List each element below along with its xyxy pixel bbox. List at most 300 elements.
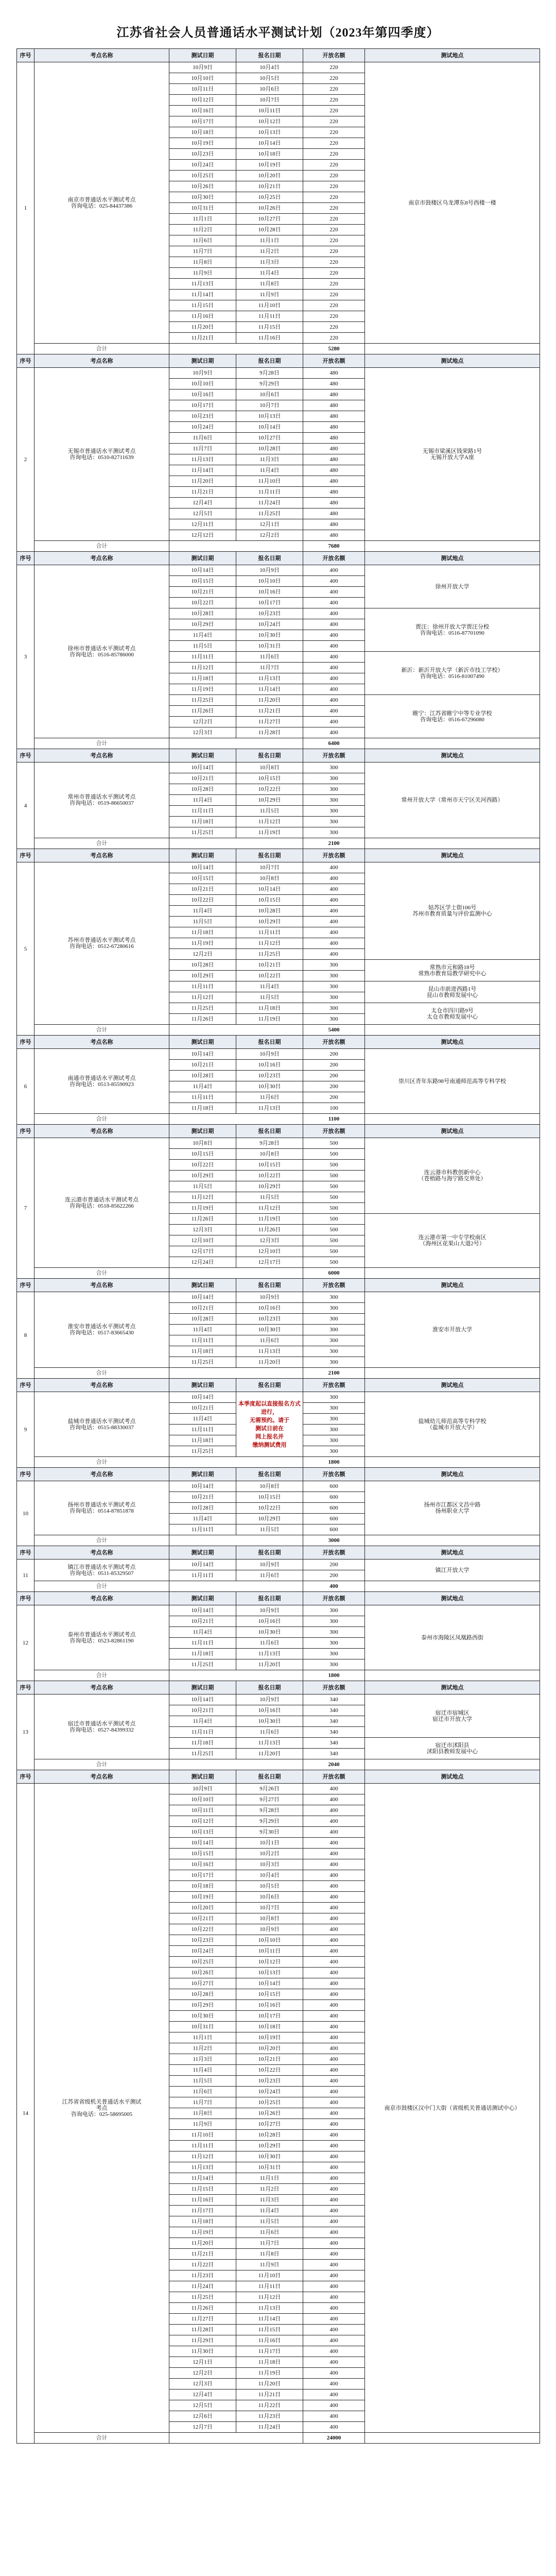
header-signup-date: 报名日期 (236, 1468, 303, 1481)
test-date: 10月24日 (169, 160, 236, 171)
quota: 480 (303, 519, 365, 530)
total-value: 400 (303, 1581, 365, 1592)
signup-date: 10月30日 (236, 1325, 303, 1335)
quota: 600 (303, 1503, 365, 1514)
test-date: 10月10日 (169, 1794, 236, 1805)
total-spacer (169, 1114, 303, 1125)
test-date: 11月12日 (169, 992, 236, 1003)
section-header-row (17, 1681, 540, 1694)
header-test-date: 测试日期 (169, 552, 236, 565)
quota: 220 (303, 246, 365, 257)
test-date: 10月14日 (169, 1694, 236, 1705)
signup-date: 10月23日 (236, 2076, 303, 2087)
quota: 220 (303, 268, 365, 279)
header-test-date: 测试日期 (169, 1592, 236, 1605)
quota: 400 (303, 2335, 365, 2346)
test-date: 10月10日 (169, 73, 236, 84)
test-date: 11月21日 (169, 333, 236, 344)
test-location: 连云港市第一中专学校南区 （海州区花果山大道2号） (365, 1214, 540, 1268)
header-test-date: 测试日期 (169, 849, 236, 862)
section-seq: 12 (17, 1605, 34, 1681)
quota: 400 (303, 652, 365, 663)
quota: 400 (303, 727, 365, 738)
section-seq: 1 (17, 62, 34, 354)
header-quota: 开放名额 (303, 1125, 365, 1138)
header-quota: 开放名额 (303, 1770, 365, 1784)
test-center-name: 南通市普通话水平测试考点 咨询电话：0513-85590923 (34, 1049, 169, 1114)
header-signup-date: 报名日期 (236, 1546, 303, 1560)
signup-date: 10月7日 (236, 1903, 303, 1913)
header-location: 测试地点 (365, 1770, 540, 1784)
quota: 480 (303, 379, 365, 389)
table-row (17, 1049, 540, 1060)
signup-date: 10月23日 (236, 1071, 303, 1081)
test-date: 10月11日 (169, 84, 236, 95)
signup-date: 10月14日 (236, 1978, 303, 1989)
total-spacer-right (365, 1368, 540, 1379)
test-date: 10月28日 (169, 1071, 236, 1081)
signup-date: 11月20日 (236, 1749, 303, 1759)
quota: 400 (303, 2130, 365, 2141)
quota: 400 (303, 1957, 365, 1968)
test-date: 11月26日 (169, 1014, 236, 1025)
signup-date: 10月25日 (236, 2097, 303, 2108)
total-spacer (169, 1457, 303, 1468)
test-date: 12月5日 (169, 509, 236, 519)
quota: 500 (303, 1160, 365, 1171)
test-location: 常州开放大学（常州市天宁区关河西路） (365, 762, 540, 838)
test-date: 10月21日 (169, 1403, 236, 1414)
test-location: 南京市鼓楼区汉中门大街（省级机关普通话测试中心） (365, 1784, 540, 2433)
quota: 400 (303, 695, 365, 706)
signup-date: 10月26日 (236, 2108, 303, 2119)
test-date: 10月25日 (169, 1957, 236, 1968)
test-date: 11月4日 (169, 1081, 236, 1092)
signup-date: 10月19日 (236, 160, 303, 171)
header-seq: 序号 (17, 1125, 34, 1138)
quota: 220 (303, 127, 365, 138)
quota: 200 (303, 1560, 365, 1570)
quota: 400 (303, 2260, 365, 2270)
test-date: 10月23日 (169, 1935, 236, 1946)
signup-date: 10月22日 (236, 1503, 303, 1514)
quota: 500 (303, 1225, 365, 1235)
signup-date: 11月25日 (236, 949, 303, 960)
quota: 400 (303, 706, 365, 717)
signup-date: 10月29日 (236, 795, 303, 806)
quota: 400 (303, 873, 365, 884)
signup-date: 10月30日 (236, 1081, 303, 1092)
quota: 300 (303, 806, 365, 817)
signup-date: 10月7日 (236, 862, 303, 873)
signup-date: 10月29日 (236, 1181, 303, 1192)
test-date: 12月3日 (169, 2379, 236, 2389)
header-quota: 开放名额 (303, 49, 365, 62)
test-date: 10月21日 (169, 1913, 236, 1924)
signup-date: 10月21日 (236, 960, 303, 971)
quota: 500 (303, 1246, 365, 1257)
test-date: 11月11日 (169, 1524, 236, 1535)
section-seq: 6 (17, 1049, 34, 1125)
header-seq: 序号 (17, 1468, 34, 1481)
test-date: 12月6日 (169, 2411, 236, 2422)
test-date: 10月22日 (169, 1924, 236, 1935)
test-date: 10月30日 (169, 192, 236, 203)
quota: 340 (303, 1749, 365, 1759)
signup-date: 10月16日 (236, 587, 303, 598)
test-date: 10月17日 (169, 1870, 236, 1881)
section-seq: 9 (17, 1392, 34, 1468)
total-label: 合计 (34, 1535, 169, 1546)
test-date: 11月20日 (169, 476, 236, 487)
total-row (17, 344, 540, 354)
signup-date: 11月12日 (236, 2292, 303, 2303)
signup-date: 11月8日 (236, 279, 303, 290)
quota: 400 (303, 565, 365, 576)
test-date: 11月11日 (169, 1638, 236, 1649)
quota: 400 (303, 2400, 365, 2411)
quota: 220 (303, 181, 365, 192)
total-label: 合计 (34, 838, 169, 849)
signup-date: 10月30日 (236, 630, 303, 641)
quota: 400 (303, 1849, 365, 1859)
signup-date: 12月10日 (236, 1246, 303, 1257)
table-row (17, 565, 540, 576)
test-date: 10月20日 (169, 1903, 236, 1913)
test-date: 12月2日 (169, 949, 236, 960)
total-row (17, 738, 540, 749)
header-center: 考点名称 (34, 49, 169, 62)
test-location: 太仓市四川路9号 太仓市教师发展中心 (365, 1003, 540, 1025)
test-date: 11月4日 (169, 906, 236, 917)
signup-date: 11月13日 (236, 673, 303, 684)
quota: 600 (303, 1481, 365, 1492)
signup-date: 9月29日 (236, 1816, 303, 1827)
quota: 480 (303, 368, 365, 379)
quota: 300 (303, 773, 365, 784)
signup-date: 11月12日 (236, 817, 303, 827)
header-center: 考点名称 (34, 1546, 169, 1560)
header-signup-date: 报名日期 (236, 1770, 303, 1784)
test-date: 10月18日 (169, 127, 236, 138)
section-seq: 5 (17, 862, 34, 1036)
quota: 400 (303, 587, 365, 598)
test-date: 10月30日 (169, 2011, 236, 2022)
quota: 400 (303, 1935, 365, 1946)
quota: 300 (303, 1314, 365, 1325)
header-location: 测试地点 (365, 1468, 540, 1481)
signup-date: 10月16日 (236, 2000, 303, 2011)
quota: 300 (303, 1425, 365, 1435)
signup-date: 11月21日 (236, 706, 303, 717)
quota: 300 (303, 817, 365, 827)
test-date: 11月11日 (169, 1425, 236, 1435)
signup-date: 10月19日 (236, 2032, 303, 2043)
test-date: 11月20日 (169, 2238, 236, 2249)
test-location: 崇川区青年东路98号南通师范高等专科学校 (365, 1049, 540, 1114)
test-location: 盐城幼儿师范高等专科学校 （盐城市开放大学） (365, 1392, 540, 1457)
signup-date: 11月11日 (236, 927, 303, 938)
quota: 400 (303, 2314, 365, 2325)
test-date: 10月14日 (169, 1605, 236, 1616)
signup-date: 11月19日 (236, 827, 303, 838)
header-signup-date: 报名日期 (236, 1125, 303, 1138)
quota: 500 (303, 1203, 365, 1214)
header-location: 测试地点 (365, 1125, 540, 1138)
test-date: 11月11日 (169, 2141, 236, 2151)
quota: 200 (303, 1071, 365, 1081)
signup-date: 10月14日 (236, 422, 303, 433)
header-signup-date: 报名日期 (236, 1279, 303, 1292)
signup-date: 11月21日 (236, 2389, 303, 2400)
header-location: 测试地点 (365, 1379, 540, 1392)
quota: 400 (303, 2087, 365, 2097)
test-date: 10月21日 (169, 1060, 236, 1071)
signup-date: 11月13日 (236, 1346, 303, 1357)
total-value: 2100 (303, 838, 365, 849)
test-date: 11月7日 (169, 246, 236, 257)
test-location: 扬州市江都区文昌中路 扬州职业大学 (365, 1481, 540, 1535)
signup-date: 11月6日 (236, 1727, 303, 1738)
test-location: 徐州开放大学 (365, 565, 540, 608)
quota: 600 (303, 1514, 365, 1524)
signup-date: 11月6日 (236, 1335, 303, 1346)
signup-date: 10月16日 (236, 1705, 303, 1716)
test-date: 10月28日 (169, 784, 236, 795)
test-date: 10月14日 (169, 1838, 236, 1849)
signup-date: 10月30日 (236, 2151, 303, 2162)
signup-date: 10月27日 (236, 214, 303, 225)
header-seq: 序号 (17, 1681, 34, 1694)
test-date: 10月12日 (169, 95, 236, 106)
test-date: 12月4日 (169, 498, 236, 509)
test-date: 10月23日 (169, 149, 236, 160)
total-spacer-right (365, 1759, 540, 1770)
quota: 400 (303, 1859, 365, 1870)
signup-date: 10月12日 (236, 116, 303, 127)
quota: 300 (303, 1303, 365, 1314)
header-seq: 序号 (17, 49, 34, 62)
test-date: 12月17日 (169, 1246, 236, 1257)
test-location: 睢宁：江苏省睢宁中等专业学校 咨询电话：0516-67296080 (365, 695, 540, 738)
header-location: 测试地点 (365, 354, 540, 368)
signup-date: 11月20日 (236, 1357, 303, 1368)
section-seq: 13 (17, 1694, 34, 1770)
signup-date: 10月22日 (236, 2065, 303, 2076)
header-center: 考点名称 (34, 749, 169, 762)
total-spacer-right (365, 1457, 540, 1468)
test-date: 11月26日 (169, 1214, 236, 1225)
header-location: 测试地点 (365, 1036, 540, 1049)
total-spacer-right (365, 1114, 540, 1125)
test-date: 11月12日 (169, 1192, 236, 1203)
quota: 400 (303, 2173, 365, 2184)
test-date: 11月14日 (169, 2173, 236, 2184)
test-center-name: 南京市普通话水平测试考点 咨询电话：025-84437386 (34, 62, 169, 344)
test-date: 12月3日 (169, 727, 236, 738)
quota: 400 (303, 1838, 365, 1849)
header-test-date: 测试日期 (169, 1770, 236, 1784)
test-date: 10月28日 (169, 1314, 236, 1325)
signup-date: 11月24日 (236, 2422, 303, 2433)
header-signup-date: 报名日期 (236, 552, 303, 565)
signup-date: 11月4日 (236, 268, 303, 279)
quota: 300 (303, 1649, 365, 1659)
table-row (17, 368, 540, 379)
quota: 300 (303, 1392, 365, 1403)
test-date: 10月14日 (169, 762, 236, 773)
quota: 300 (303, 971, 365, 981)
signup-date: 11月3日 (236, 454, 303, 465)
signup-date: 11月11日 (236, 2281, 303, 2292)
header-signup-date: 报名日期 (236, 1379, 303, 1392)
quota: 400 (303, 2357, 365, 2368)
signup-date: 10月15日 (236, 1492, 303, 1503)
test-date: 12月12日 (169, 530, 236, 541)
quota: 400 (303, 2346, 365, 2357)
test-date: 11月22日 (169, 2260, 236, 2270)
total-row (17, 1535, 540, 1546)
header-quota: 开放名额 (303, 1379, 365, 1392)
test-date: 10月18日 (169, 1881, 236, 1892)
test-date: 11月18日 (169, 1649, 236, 1659)
section-seq: 7 (17, 1138, 34, 1279)
signup-date: 10月30日 (236, 1627, 303, 1638)
signup-date: 10月27日 (236, 433, 303, 444)
signup-date: 10月6日 (236, 84, 303, 95)
total-spacer-right (365, 541, 540, 552)
quota: 400 (303, 1784, 365, 1794)
section-seq: 4 (17, 762, 34, 849)
test-location: 连云港市科教创新中心 （苍梧路与海宁路交界处） (365, 1138, 540, 1214)
test-date: 11月25日 (169, 695, 236, 706)
test-date: 11月28日 (169, 2325, 236, 2335)
quota: 400 (303, 2325, 365, 2335)
signup-date: 10月13日 (236, 1968, 303, 1978)
header-test-date: 测试日期 (169, 1279, 236, 1292)
total-value: 24000 (303, 2433, 365, 2444)
test-center-name: 徐州市普通话水平测试考点 咨询电话：0516-85786000 (34, 565, 169, 738)
test-date: 11月19日 (169, 684, 236, 695)
signup-date: 11月7日 (236, 2238, 303, 2249)
quota: 220 (303, 116, 365, 127)
test-location: 宿迁市宿城区 宿迁市开放大学 (365, 1694, 540, 1738)
test-date: 10月16日 (169, 389, 236, 400)
signup-date: 10月31日 (236, 641, 303, 652)
test-date: 11月3日 (169, 2054, 236, 2065)
header-location: 测试地点 (365, 1546, 540, 1560)
signup-date: 11月6日 (236, 652, 303, 663)
header-quota: 开放名额 (303, 849, 365, 862)
signup-date: 10月8日 (236, 1913, 303, 1924)
total-value: 1800 (303, 1457, 365, 1468)
table-row (17, 862, 540, 873)
quota: 300 (303, 1659, 365, 1670)
signup-date: 10月12日 (236, 1957, 303, 1968)
test-date: 10月24日 (169, 1946, 236, 1957)
test-date: 10月21日 (169, 884, 236, 895)
signup-date: 11月19日 (236, 2368, 303, 2379)
quota: 400 (303, 1794, 365, 1805)
quota: 400 (303, 2303, 365, 2314)
quota: 500 (303, 1214, 365, 1225)
signup-date: 10月28日 (236, 906, 303, 917)
quota: 500 (303, 1149, 365, 1160)
test-date: 10月21日 (169, 1705, 236, 1716)
test-date: 11月9日 (169, 268, 236, 279)
test-date: 10月27日 (169, 1978, 236, 1989)
test-date: 11月18日 (169, 1346, 236, 1357)
quota: 400 (303, 673, 365, 684)
test-date: 11月19日 (169, 1203, 236, 1214)
signup-date: 10月27日 (236, 2119, 303, 2130)
test-date: 11月26日 (169, 706, 236, 717)
quota: 220 (303, 84, 365, 95)
test-date: 11月11日 (169, 1335, 236, 1346)
signup-date: 11月13日 (236, 1103, 303, 1114)
signup-date: 10月15日 (236, 1160, 303, 1171)
test-date: 10月15日 (169, 576, 236, 587)
test-date: 11月18日 (169, 1738, 236, 1749)
signup-date: 10月6日 (236, 389, 303, 400)
total-spacer (169, 1581, 303, 1592)
signup-date: 12月1日 (236, 519, 303, 530)
signup-date: 11月13日 (236, 1649, 303, 1659)
signup-date: 11月19日 (236, 1214, 303, 1225)
total-label: 合计 (34, 1670, 169, 1681)
quota: 400 (303, 2076, 365, 2087)
signup-date: 10月9日 (236, 1924, 303, 1935)
header-signup-date: 报名日期 (236, 1681, 303, 1694)
quota: 480 (303, 530, 365, 541)
signup-date: 10月29日 (236, 917, 303, 927)
header-seq: 序号 (17, 1279, 34, 1292)
test-date: 11月18日 (169, 2216, 236, 2227)
total-spacer-right (365, 838, 540, 849)
section-header-row (17, 849, 540, 862)
test-date: 10月28日 (169, 1503, 236, 1514)
test-date: 11月13日 (169, 454, 236, 465)
quota: 220 (303, 203, 365, 214)
quota: 200 (303, 1060, 365, 1071)
signup-date: 10月28日 (236, 2130, 303, 2141)
test-date: 11月25日 (169, 1659, 236, 1670)
signup-date: 11月23日 (236, 2411, 303, 2422)
test-date: 10月14日 (169, 1049, 236, 1060)
quota: 400 (303, 2379, 365, 2389)
signup-date: 10月28日 (236, 444, 303, 454)
quota: 400 (303, 917, 365, 927)
test-date: 11月18日 (169, 1103, 236, 1114)
signup-date: 11月1日 (236, 2173, 303, 2184)
header-location: 测试地点 (365, 849, 540, 862)
signup-date: 10月22日 (236, 971, 303, 981)
test-date: 11月9日 (169, 2119, 236, 2130)
signup-date: 10月22日 (236, 1171, 303, 1181)
signup-date: 10月9日 (236, 1292, 303, 1303)
test-date: 11月15日 (169, 300, 236, 311)
header-signup-date: 报名日期 (236, 49, 303, 62)
quota: 400 (303, 927, 365, 938)
test-date: 10月13日 (169, 1827, 236, 1838)
signup-date: 10月4日 (236, 62, 303, 73)
quota: 340 (303, 1738, 365, 1749)
signup-date: 11月7日 (236, 663, 303, 673)
signup-date: 11月14日 (236, 2314, 303, 2325)
section-header-row (17, 1592, 540, 1605)
quota: 340 (303, 1705, 365, 1716)
signup-date: 11月10日 (236, 300, 303, 311)
